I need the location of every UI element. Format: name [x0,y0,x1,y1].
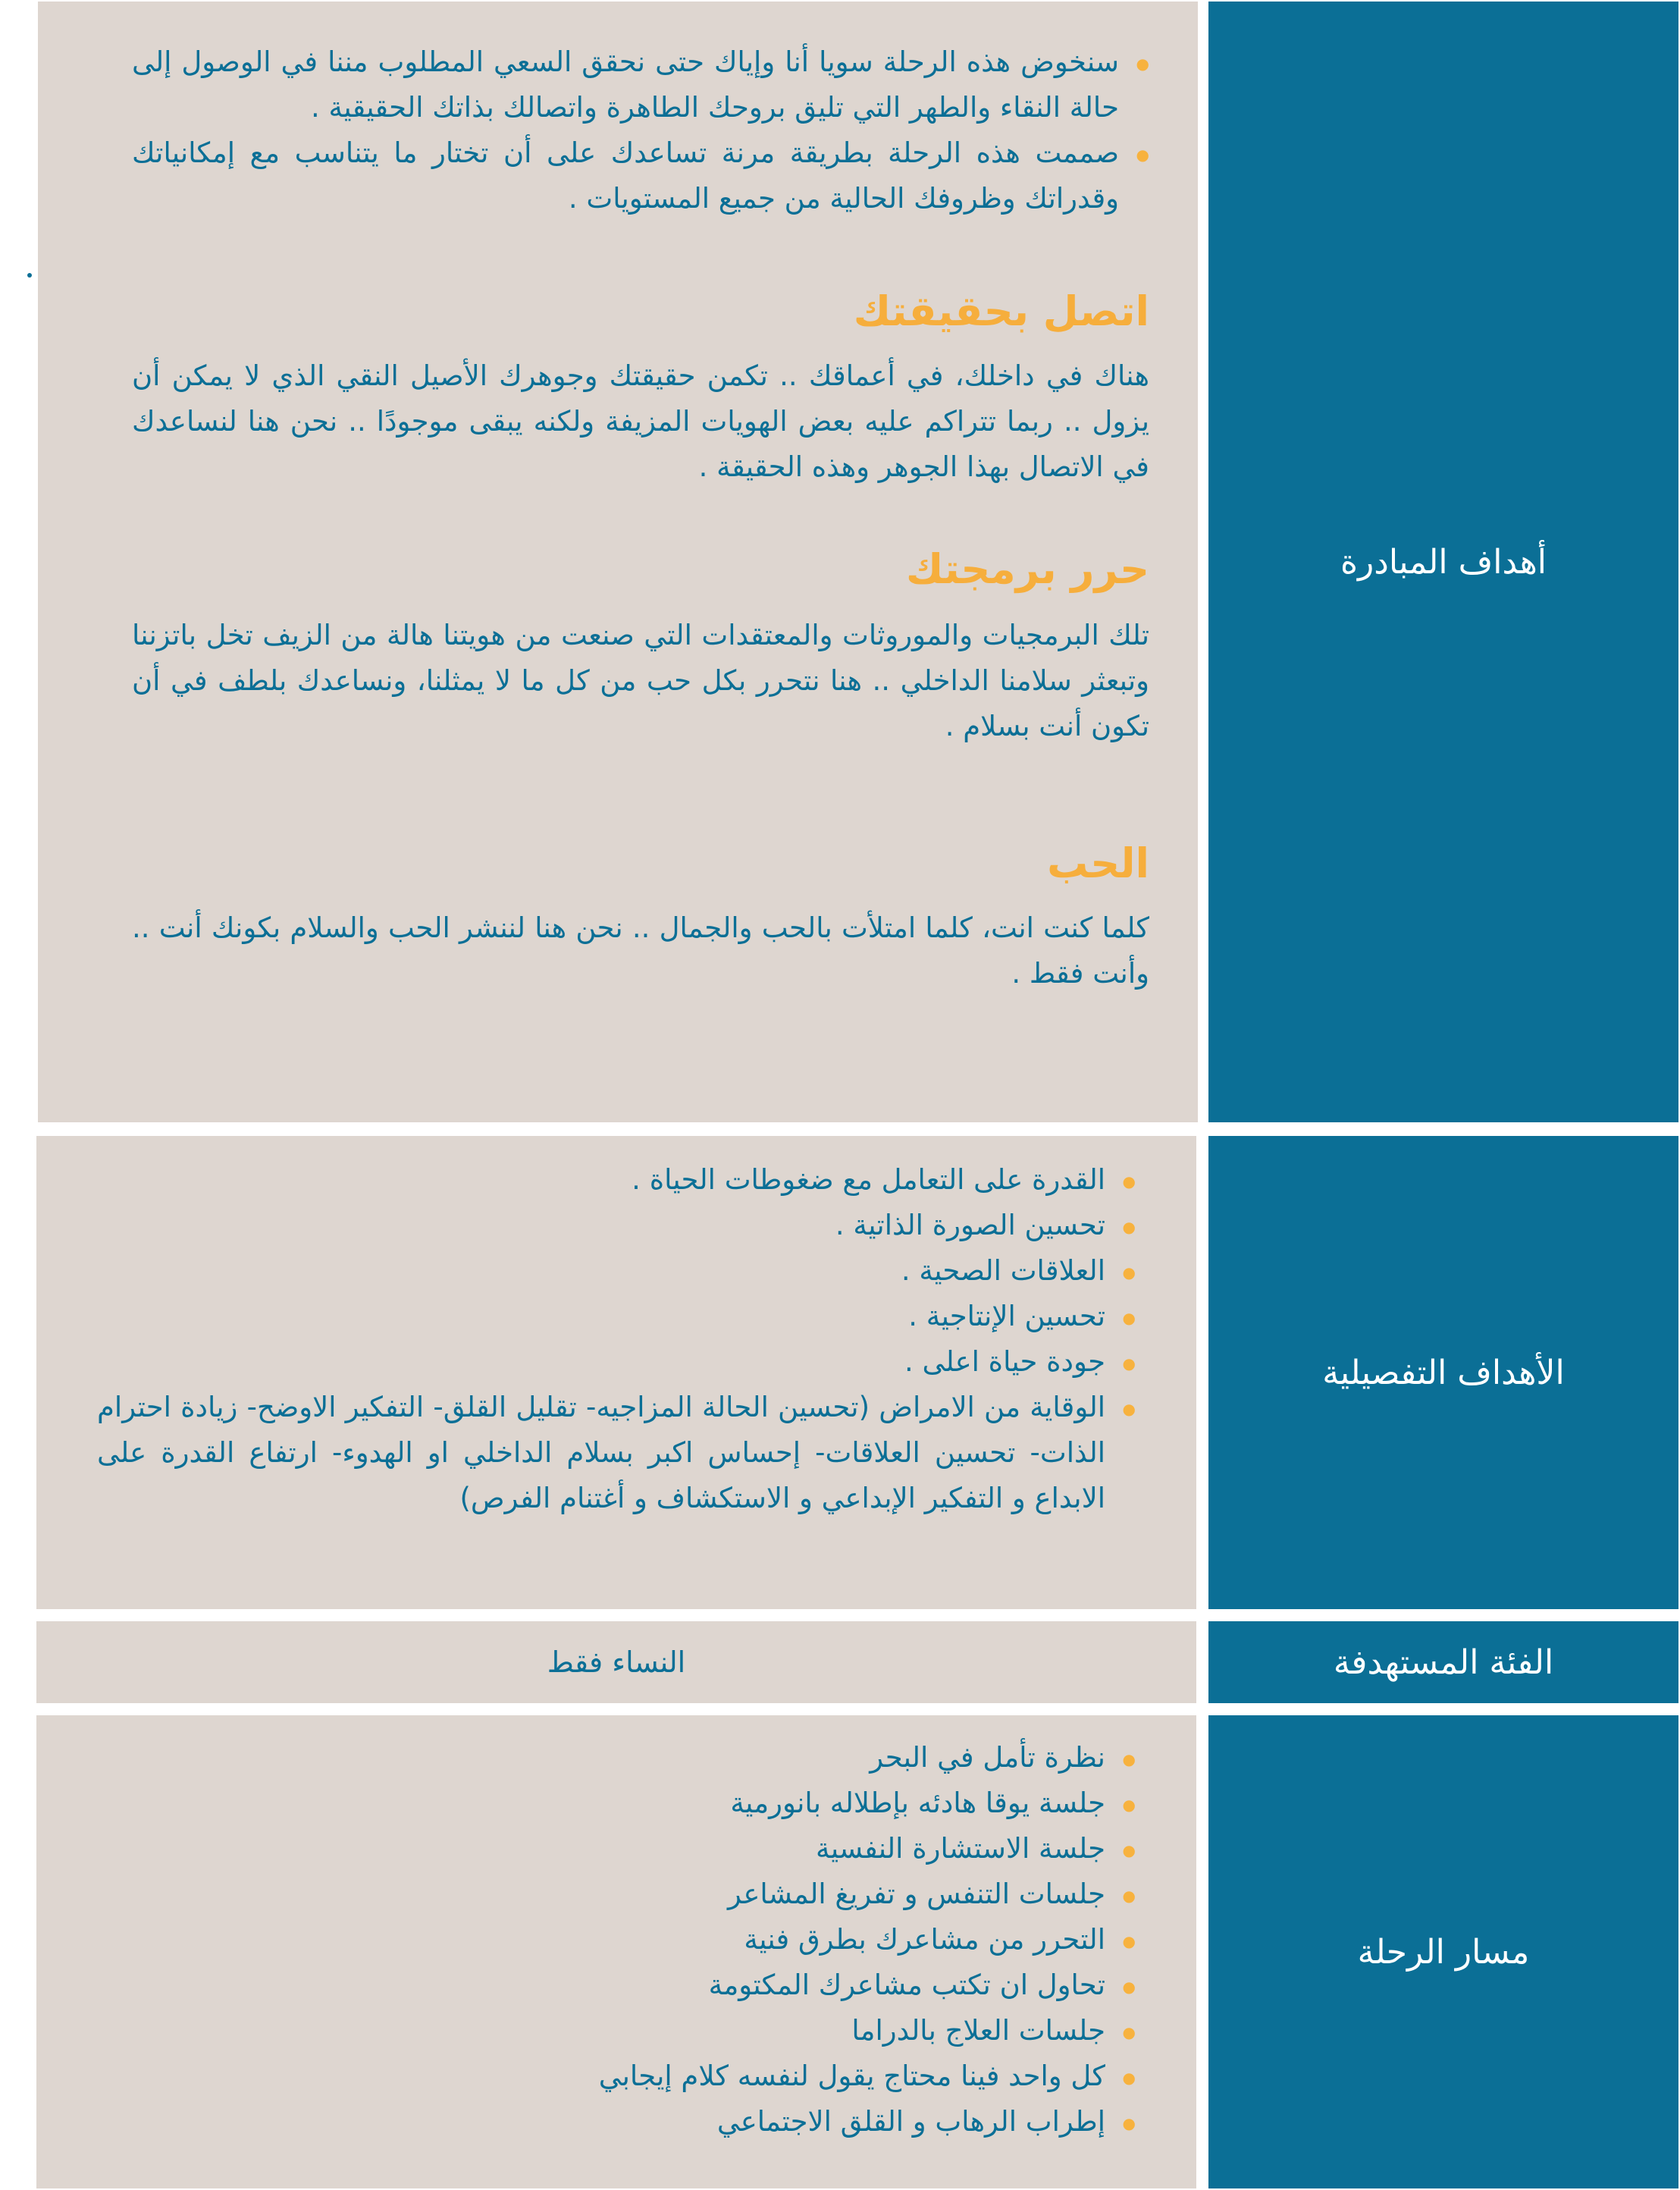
text-free-programming: تلك البرمجيات والموروثات والمعتقدات التي صنعت من هويتنا هالة من الزيف تخل باتزننا وتبعثر سلامنا الداخلي .. هنا نتحرر بكل حب من كل ما لا يمثلنا، ونساعدك بلطف في أن تكون أنت بسلام . [132,619,1149,742]
path-bullet-text: جلسة الاستشارة النفسية [815,1832,1105,1865]
heading-connect-truth: اتصل بحقيقتك [853,287,1149,335]
row-target-audience [0,1621,1680,1705]
path-bullet [97,1917,1136,1963]
path-bullet [97,2054,1136,2099]
detailed-bullet-text: جودة حياة اعلى . [904,1345,1105,1378]
path-bullet [97,1963,1136,2008]
row-detailed-goals [0,1136,1680,1611]
detailed-bullet [97,1248,1136,1294]
label-detailed-goals: الأهداف التفصيلية [1322,1353,1565,1392]
goals-bullet [132,39,1149,130]
goals-bullet-text: سنخوض هذه الرحلة سويا أنا وإياك حتى نحقق السعي المطلوب مننا في الوصول إلى حالة النقاء والطهر التي تليق بروحك الطاهرة واتصالك بذاتك الحقيقية . [132,45,1119,124]
path-bullet-text: جلسات التنفس و تفريغ المشاعر [727,1878,1105,1910]
detailed-bullet-text: تحسين الإنتاجية . [908,1300,1105,1332]
path-bullet-text: نظرة تأمل في البحر [870,1741,1105,1774]
detailed-bullet [97,1157,1136,1203]
path-bullet-text: تحاول ان تكتب مشاعرك المكتومة [708,1969,1105,2001]
content-journey-path [36,1715,1196,2188]
target-audience-value: النساء فقط [547,1646,686,1679]
path-bullet-text: جلسة يوقا هادئه بإطلاله بانورمية [730,1787,1105,1819]
path-bullet [97,2099,1136,2145]
content-initiative-goals [38,2,1198,1122]
path-bullet [97,2008,1136,2054]
label-cell-target-audience [1208,1621,1678,1703]
goals-bullet-text: صممت هذه الرحلة بطريقة مرنة تساعدك على أن تختار ما يتناسب مع إمكانياتك وقدراتك وظروفك الحالية من جميع المستويات . [132,136,1119,215]
label-journey-path: مسار الرحلة [1357,1932,1530,1972]
label-initiative-goals: أهداف المبادرة [1340,542,1547,582]
path-bullet-list [97,1735,1136,2145]
detailed-bullet-text: تحسين الصورة الذاتية . [835,1209,1105,1241]
path-bullet [97,1872,1136,1917]
text-connect-truth: هناك في داخلك، في أعماقك .. تكمن حقيقتك وجوهرك الأصيل النقي الذي لا يمكن أن يزول .. ربما تتراكم عليه بعض الهويات المزيفة ولكنه يبقى موجودًا .. نحن هنا لنساعدك في الاتصال بهذا الجوهر وهذه الحقيقة . [132,359,1149,483]
detailed-bullet-text: العلاقات الصحية . [901,1254,1105,1287]
path-bullet-text: جلسات العلاج بالدراما [851,2014,1105,2047]
text-love: كلما كنت انت، كلما امتلأت بالحب والجمال .. نحن هنا لننشر الحب والسلام بكونك أنت .. وأنت فقط . [132,911,1149,990]
path-bullet-text: التحرر من مشاعرك بطرق فنية [744,1923,1105,1956]
path-bullet [97,1826,1136,1872]
detailed-bullet [97,1339,1136,1385]
label-cell-initiative-goals [1208,2,1678,1122]
detailed-bullet-text: الوقاية من الامراض (تحسين الحالة المزاجيه- تقليل القلق- التفكير الاوضح- زيادة احترام الذات- تحسين العلاقات- إحساس اكبر بسلام الداخلي او الهدوء- ارتفاع القدرة على الابداع و التفكير الإبداعي و الاستكشاف و أغتنام الفرص) [97,1391,1105,1514]
label-cell-detailed-goals [1208,1136,1678,1609]
heading-free-programming: حرر برمجتك [906,545,1149,593]
label-cell-journey-path [1208,1715,1678,2188]
content-target-audience [36,1621,1196,1703]
detailed-bullet [97,1203,1136,1248]
detailed-bullet-list [97,1157,1136,1521]
label-target-audience: الفئة المستهدفة [1333,1642,1554,1682]
detailed-bullet [97,1385,1136,1521]
path-bullet-text: كل واحد فينا محتاج يقول لنفسه كلام إيجابي [598,2060,1105,2092]
detailed-bullet-text: القدرة على التعامل مع ضغوطات الحياة . [632,1163,1105,1196]
path-bullet [97,1781,1136,1826]
goals-bullet [132,130,1149,221]
detailed-bullet [97,1294,1136,1339]
goals-bullet-list [132,39,1149,221]
path-bullet-text: إطراب الرهاب و القلق الاجتماعي [716,2105,1105,2138]
row-journey-path [0,1715,1680,2190]
heading-love: الحب [1047,839,1149,887]
path-bullet [97,1735,1136,1781]
content-detailed-goals [36,1136,1196,1609]
